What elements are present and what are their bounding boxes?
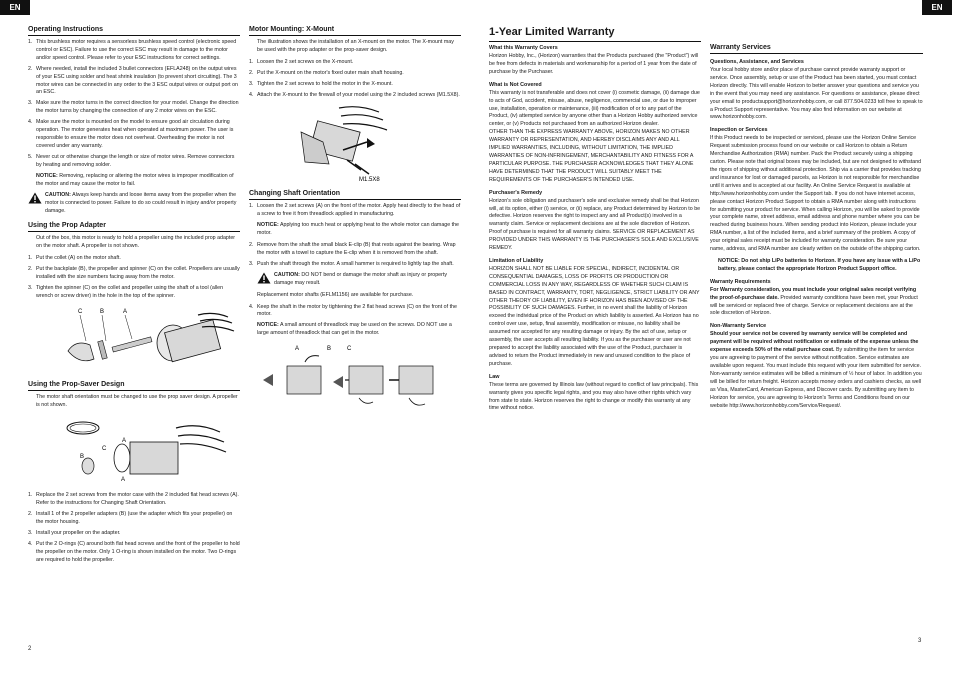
list-item: 3. Make sure the motor turns in the correct direction for your model. Change the direction the motor turns by changing the connection of any 2 motor wires on the ESC.	[28, 100, 239, 115]
fig-label-a4: A	[121, 477, 126, 484]
warning-icon	[257, 272, 271, 284]
list-item: 2. Where needed, install the included 3 bullet connectors (EFLA248) on the output wires of your ESC using solder and heat shrink insulation (to prevent short circuiting). The 3 motor wires can be connected in any order to the 3 ESC output wires or output port on an ESC.	[28, 65, 238, 96]
shaft-list	[249, 203, 461, 219]
column-operating	[28, 26, 240, 568]
fig-label-c3: C	[102, 446, 107, 453]
list-item: 5. Never cut or otherwise change the length or size of motor wires. Remove connectors by heating and removing solder.	[28, 153, 235, 168]
xmount-list	[249, 59, 461, 100]
not-covered-text-1: This warranty is not transferable and does not cover (i) cosmetic damage, (ii) damage due to acts of God, accident, misuse, abuse, negligence, commercial use, or due to improper use, installation, operation or maintenance, (iii) modification of or to any part of the Product, (iv) attempted service by anyone other than a Horizon Hobby authorized service center, or (v) Products not purchased from an authorized Horizon dealer.	[489, 89, 700, 128]
warning-icon	[28, 192, 42, 204]
shaft-list-end	[249, 304, 461, 320]
requirements-text: For Warranty consideration, you must include your original sales receipt verifying the proof-of-purchase date. Provided warranty conditions have been met, your Product will be serviced or replaced free of charge. Service or replacement decisions are at the sole discretion of Horizon.	[710, 286, 918, 317]
prop-saver-intro: The motor shaft orientation must be changed to use the prop saver design. A propeller is not shown.	[36, 394, 238, 409]
fig-label-b: B	[100, 309, 105, 316]
list-item: 4. Make sure the motor is mounted on the model to ensure good air circulation during operation. The motor generates heat when operated at maximum power. The user is responsible to ensure the motor does not overheat. Overheating the motor is not covered under any warranty.	[28, 119, 234, 149]
remedy-heading: Purchaser's Remedy	[489, 189, 543, 196]
shaft-caution: CAUTION: DO NOT bend or damage the motor shaft as injury or property damage may result.	[249, 272, 461, 288]
column-services	[710, 44, 923, 414]
list-item: 2. Put the backplate (B), the propeller and spinner (C) on the collet. Propellers are usually installed with the size numbers facing away from the motor.	[28, 265, 240, 280]
shaft-notice-2: NOTICE: A small amount of threadlock may be used on the screws. DO NOT use a large amount of threadlock that can get in the motor.	[257, 322, 452, 337]
list-item: 1. This brushless motor requires a sensorless brushless speed control (electronic speed control or ESC). Failure to use the correct ESC may result in damage to the motor and/or speed control. Please refer to your ESC instructions for correct settings.	[28, 39, 237, 61]
covers-heading: What this Warranty Covers	[489, 45, 558, 51]
shaft-replacement: Replacement motor shafts (EFLM1156) are available for purchase.	[257, 291, 414, 298]
operating-list	[28, 39, 240, 170]
list-item: 1. Loosen the 2 set screws (A) on the front of the motor. Apply heat directly to the head of a screw to free it from threadlock applied in manufacturing.	[249, 203, 461, 218]
list-item: 2. Install 1 of the 2 propeller adapters (B) (use the adapter which fits your propeller) on the motor housing.	[28, 511, 233, 525]
inspect-heading: Inspection or Services	[710, 127, 768, 134]
inspect-text: If this Product needs to be inspected or serviced, please use the Horizon Online Service Request submission process found on our website or call Horizon to obtain a Return Merchandise Authorization (RMA) number. Pack the Product securely using a shipping carton. Please note that original boxes may be included, but are not designed to withstand the rigors of shipping without additional protection. Ship via a carrier that provides tracking and insurance for lost or damaged parcels, as Horizon is not responsible for merchandise until it arrives and is accepted at our facility. An Online Service Request is available at http://www.horizonhobby.com under the Support tab. If you do not have internet access, please contact Horizon Product Support to obtain a RMA number along with instructions for submitting your product for service. When calling Horizon, you will be asked to provide your complete name, street address, email address and phone number where you can be reached during business hours. When sending product into Horizon, please include your RMA number, a list of the included items, and a brief summary of the problem. A copy of your original sales receipt must be included for warranty consideration. Be sure your name, address, and RMA number are clearly written on the outside of the shipping carton.	[710, 135, 922, 253]
page-number-left: 2	[28, 646, 32, 652]
fig-label-b2: B	[80, 454, 85, 461]
language-tab-left: EN	[0, 0, 30, 15]
list-item: 1. Loosen the 2 set screws on the X-mount.	[249, 58, 354, 65]
language-tab-right: EN	[922, 0, 952, 15]
non-warranty-heading: Non-Warranty Service	[710, 323, 767, 330]
not-covered-text-2: OTHER THAN THE EXPRESS WARRANTY ABOVE, HORIZON MAKES NO OTHER WARRANTY OR REPRESENTATION, AND HEREBY DISCLAIMS ANY AND ALL IMPLIED WARRANTIES, INCLUDING, WITHOUT LIMITATION, THE IMPLIED WARRANTIES OF NON-INFRINGEMENT, MERCHANTABILITY AND FITNESS FOR A PARTICULAR PURPOSE. THE PURCHASER ACKNOWLEDGES THAT THEY ALONE HAVE DETERMINED THAT THE PRODUCT WILL SUITABLY MEET THE REQUIREMENTS OF THE PURCHASER'S INTENDED USE.	[489, 129, 694, 183]
law-text: These terms are governed by Illinois law (without regard to conflict of law principals). This warranty gives you specific legal rights, and you may also have other rights which vary from state to state. Horizon reserves the right to change or modify this warranty at any time without notice.	[489, 381, 699, 412]
list-item: 4. Put the 2 O-rings (C) around both flat head screws and the front of the propeller to hold the propeller on the motor. Only 1 O-ring is shown installed on the motor. Two O-rings are required to hold the propeller.	[28, 540, 240, 563]
fig-label-c: C	[78, 309, 83, 316]
prop-adapter-intro: Out of the box, this motor is ready to hold a propeller using the included prop adapter on the motor shaft. A propeller is not shown.	[36, 235, 236, 250]
fig-label-b: B	[327, 346, 332, 353]
list-item: 1. Put the collet (A) on the motor shaft.	[28, 254, 121, 261]
list-item: 2. Put the X-mount on the motor's fixed outer main shaft housing.	[249, 69, 404, 76]
list-item: 3. Tighten the spinner (C) on the collet and propeller using the shaft of a tool (allen wrench or screw driver) in the hole in the top of the spinner.	[28, 284, 224, 299]
list-item: 1. Replace the 2 set screws from the motor case with the 2 included flat head screws (A). Refer to the instructions for Changing Shaft Orientation.	[28, 492, 239, 507]
list-item: 3. Push the shaft through the motor. A small hammer is required to lightly tap the shaft.	[249, 260, 454, 267]
shaft-notice-1: NOTICE: Applying too much heat or applying heat to the whole motor can damage the motor.	[257, 222, 459, 237]
fig-label-a1: A	[122, 438, 127, 445]
list-item: 3. Install your propeller on the adapter.	[28, 529, 121, 536]
shaft-title: Changing Shaft Orientation	[249, 190, 461, 200]
covers-text: Horizon Hobby, Inc., (Horizon) warranties that the Products purchased (the "Product") will be free from defects in materials and workmanship for a period of 1 year from the date of purchase by the Purchaser.	[489, 53, 699, 75]
law-heading: Law	[489, 373, 500, 380]
prop-adapter-illustration	[28, 303, 240, 373]
xmount-illustration	[249, 102, 461, 182]
list-item: 3. Tighten the 2 set screws to hold the motor in the X-mount.	[249, 80, 393, 87]
shaft-illustration	[249, 342, 461, 414]
fig-label-a: A	[295, 346, 300, 353]
list-item: 2. Remove from the shaft the small black E-clip (B) that rests against the bearing. Wrap the motor with a towel to capture the E-clip when it is removed from the shaft.	[249, 242, 456, 256]
liability-heading: Limitation of Liability	[489, 257, 544, 264]
lipo-notice: NOTICE: Do not ship LiPo batteries to Horizon. If you have any issue with a LiPo battery, please contact the appropriate Horizon Product Support office.	[718, 257, 921, 272]
operating-notice: NOTICE: Removing, replacing or altering the motor wires is improper modification of the motor and may cause the motor to fail.	[36, 172, 234, 187]
operating-title: Operating Instructions	[28, 26, 240, 36]
non-warranty-text: Should your service not be covered by warranty service will be completed and payment will be required without notification or estimate of the expense unless the expense exceeds 50% of the retail purchase cost. By submitting the item for service you are agreeing to payment of the service without notification. Service estimates are available upon request. You must include this request with your item submitted for service. Non-warranty service estimates will be billed a minimum of ½ hour of labor. In addition you will be billed for return freight. Horizon accepts money orders and cashiers checks, as well as Visa, MasterCard, American Express, and Discover cards. By submitting any item to Horizon for service, you are agreeing to Horizon's Terms and Conditions found on our website http://www.horizonhobby.com/Service/Request/.	[710, 331, 922, 409]
page-number-right: 3	[918, 638, 922, 644]
liability-text: HORIZON SHALL NOT BE LIABLE FOR SPECIAL, INDIRECT, INCIDENTAL OR CONSEQUENTIAL DAMAGES, LOSS OF PROFITS OR PRODUCTION OR COMMERCIAL LOSS IN ANY WAY, REGARDLESS OF WHETHER SUCH CLAIM IS BASED IN CONTRACT, WARRANTY, TORT, NEGLIGENCE, STRICT LIABILITY OR ANY OTHER THEORY OF LIABILITY, EVEN IF HORIZON HAS BEEN ADVISED OF THE POSSIBILITY OF SUCH DAMAGES. Further, in no event shall the liability of Horizon exceed the individual price of the Product on which liability is asserted. As Horizon has no control over use, setup, final assembly, modification or misuse, no liability shall be assumed nor accepted for any resulting damage or injury. By the act of use, setup or assembly, the user accepts all resulting liability. If you as the purchaser or user are not prepared to accept the liability associated with the use of the Product, purchaser is advised to return the Product immediately in new and unused condition to the place of purchase.	[489, 265, 700, 367]
column-mounting	[249, 26, 461, 414]
prop-saver-title: Using the Prop-Saver Design	[28, 381, 240, 391]
fig-label-c: C	[347, 346, 352, 353]
qa-heading: Questions, Assistance, and Services	[710, 59, 804, 65]
fig-label-m15x8: M1.5X8	[359, 177, 380, 183]
column-warranty	[489, 26, 701, 417]
warranty-title: 1-Year Limited Warranty	[489, 26, 701, 42]
operating-caution: CAUTION: Always keep hands and loose items away from the propeller when the motor is connected to power. Failure to do so could result in injury and/or property damage.	[28, 192, 240, 216]
prop-saver-illustration	[28, 414, 240, 492]
requirements-heading: Warranty Requirements	[710, 278, 771, 285]
xmount-title: Motor Mounting: X-Mount	[249, 26, 461, 36]
services-title: Warranty Services	[710, 44, 923, 54]
prop-saver-list	[28, 492, 240, 564]
fig-label-a: A	[123, 309, 128, 316]
shaft-list-cont	[249, 242, 461, 269]
qa-text: Your local hobby store and/or place of purchase cannot provide warranty support or service. Once assembly, setup or use of the Product has been started, you must contact Horizon directly. This will enable Horizon to better answer your questions and service you in the event that you may need any assistance. For questions or assistance, please direct your email to productsupport@horizonhobby.com, or call 877.504.0233 toll free to speak to a Product Support representative. You may also find information on our website at www.horizonhobby.com.	[710, 67, 923, 121]
xmount-intro: The illustration shows the installation of an X-mount on the motor. The X-mount may be used with the prop adapter or the prop-saver design.	[257, 39, 454, 53]
list-item: 4. Keep the shaft in the motor by tightening the 2 flat head screws (C) on the front of the motor.	[249, 303, 457, 318]
not-covered-heading: What is Not Covered	[489, 81, 542, 88]
remedy-text: Horizon's sole obligation and purchaser's sole and exclusive remedy shall be that Horizon will, at its option, either (i) service, or (ii) replace, any Product determined by Horizon to be defective. Horizon reserves the right to inspect any and all Product(s) involved in a warranty claim. Service or replacement decisions are at the sole discretion of Horizon. Proof of purchase is required for all warranty claims. SERVICE OR REPLACEMENT AS PROVIDED UNDER THIS WARRANTY IS THE PURCHASER'S SOLE AND EXCLUSIVE REMEDY.	[489, 197, 701, 252]
prop-adapter-title: Using the Prop Adapter	[28, 222, 240, 232]
prop-adapter-list	[28, 255, 240, 301]
arrow-icon	[263, 374, 273, 386]
list-item: 4. Attach the X-mount to the firewall of your model using the 2 included screws (M1.5X8).	[249, 91, 460, 98]
